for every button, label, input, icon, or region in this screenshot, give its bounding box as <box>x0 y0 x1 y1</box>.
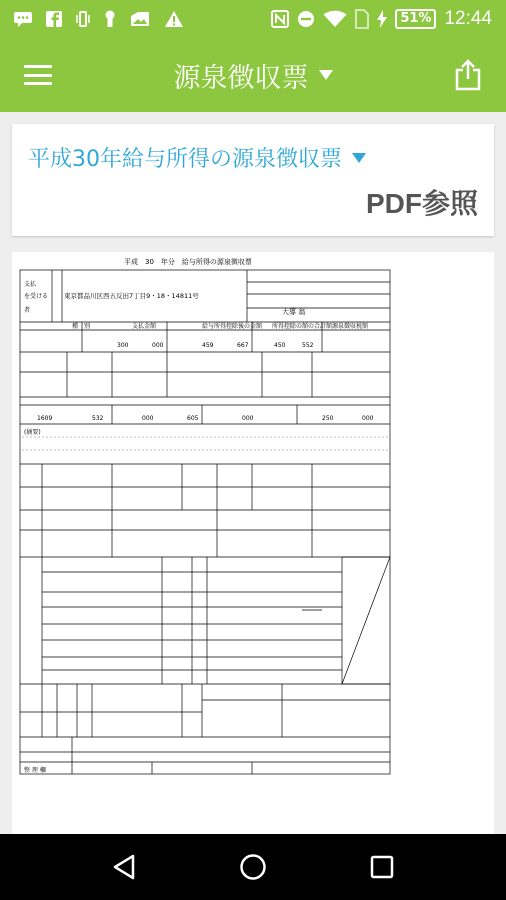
form-amount-2: 000 <box>152 342 164 349</box>
svg-text:整 理 欄: 整 理 欄 <box>24 767 46 774</box>
dropdown-arrow-icon <box>319 70 333 80</box>
sim-icon <box>355 9 369 29</box>
status-bar <box>0 0 506 38</box>
form-row-value-6: 250 <box>322 415 334 422</box>
facebook-icon <box>46 11 62 27</box>
nfc-icon <box>271 10 289 28</box>
page-title: 源泉徴収票 <box>173 62 309 94</box>
home-icon <box>238 852 268 882</box>
svg-text:給与所得控除後の金額: 給与所得控除後の金額 <box>202 323 263 330</box>
pdf-view-button[interactable]: PDF参照 <box>365 188 478 219</box>
document-dropdown-label: 平成30年給与所得の源泉徴収票 <box>28 147 342 172</box>
charging-icon <box>377 10 387 28</box>
photo-icon <box>130 11 150 27</box>
form-row-value-2: 532 <box>92 415 104 422</box>
form-amount-4: 667 <box>237 342 249 349</box>
svg-text:源泉徴収税額: 源泉徴収税額 <box>332 323 369 330</box>
form-amount-6: 552 <box>302 342 314 349</box>
notification-icons <box>14 10 184 28</box>
form-row-value-5: 000 <box>242 415 254 422</box>
form-address: 東京都品川区西五反田7丁目9・18・14811号 <box>64 292 199 300</box>
dropdown-arrow-icon <box>352 153 366 163</box>
document-selector-card <box>12 124 494 236</box>
recents-button[interactable] <box>352 837 412 897</box>
form-amount-1: 300 <box>117 342 129 349</box>
form-title: 平成 30 年分 給与所得の源泉徴収票 <box>124 258 252 266</box>
back-icon <box>111 853 137 881</box>
hamburger-icon <box>24 65 52 85</box>
do-not-disturb-icon <box>297 10 315 28</box>
clock: 12:44 <box>444 8 492 29</box>
svg-text:者: 者 <box>24 307 31 314</box>
svg-text:を受ける: を受ける <box>24 293 49 300</box>
recents-icon <box>369 854 395 880</box>
home-button[interactable] <box>223 837 283 897</box>
svg-text:種 別: 種 別 <box>72 323 91 330</box>
form-amount-5: 450 <box>274 342 286 349</box>
keyhole-icon <box>104 10 116 28</box>
menu-button[interactable] <box>0 38 76 112</box>
svg-text:(摘要): (摘要) <box>24 429 41 436</box>
title-dropdown[interactable] <box>76 56 430 95</box>
back-button[interactable] <box>94 837 154 897</box>
svg-text:支払: 支払 <box>24 281 37 288</box>
battery-indicator: 51% <box>395 9 436 29</box>
form-name: 大導 翁 <box>282 308 306 316</box>
chat-icon <box>14 11 32 27</box>
form-row-value-1: 1609 <box>37 415 53 422</box>
form-amount-3: 459 <box>202 342 214 349</box>
app-bar <box>0 38 506 112</box>
wifi-icon <box>323 10 347 28</box>
navigation-bar <box>0 834 506 900</box>
vibrate-icon <box>76 10 90 28</box>
document-preview[interactable] <box>12 252 494 834</box>
share-button[interactable] <box>430 38 506 112</box>
form-row-value-4: 605 <box>187 415 199 422</box>
form-row-value-7: 000 <box>362 415 374 422</box>
document-dropdown[interactable] <box>28 142 366 173</box>
withholding-form-image <box>12 252 494 834</box>
svg-text:所得控除の額の合計額: 所得控除の額の合計額 <box>272 323 333 330</box>
form-row-value-3: 000 <box>142 415 154 422</box>
warning-icon <box>164 10 184 28</box>
svg-text:支払金額: 支払金額 <box>132 323 157 330</box>
system-indicators <box>271 8 492 30</box>
share-icon <box>454 59 482 91</box>
